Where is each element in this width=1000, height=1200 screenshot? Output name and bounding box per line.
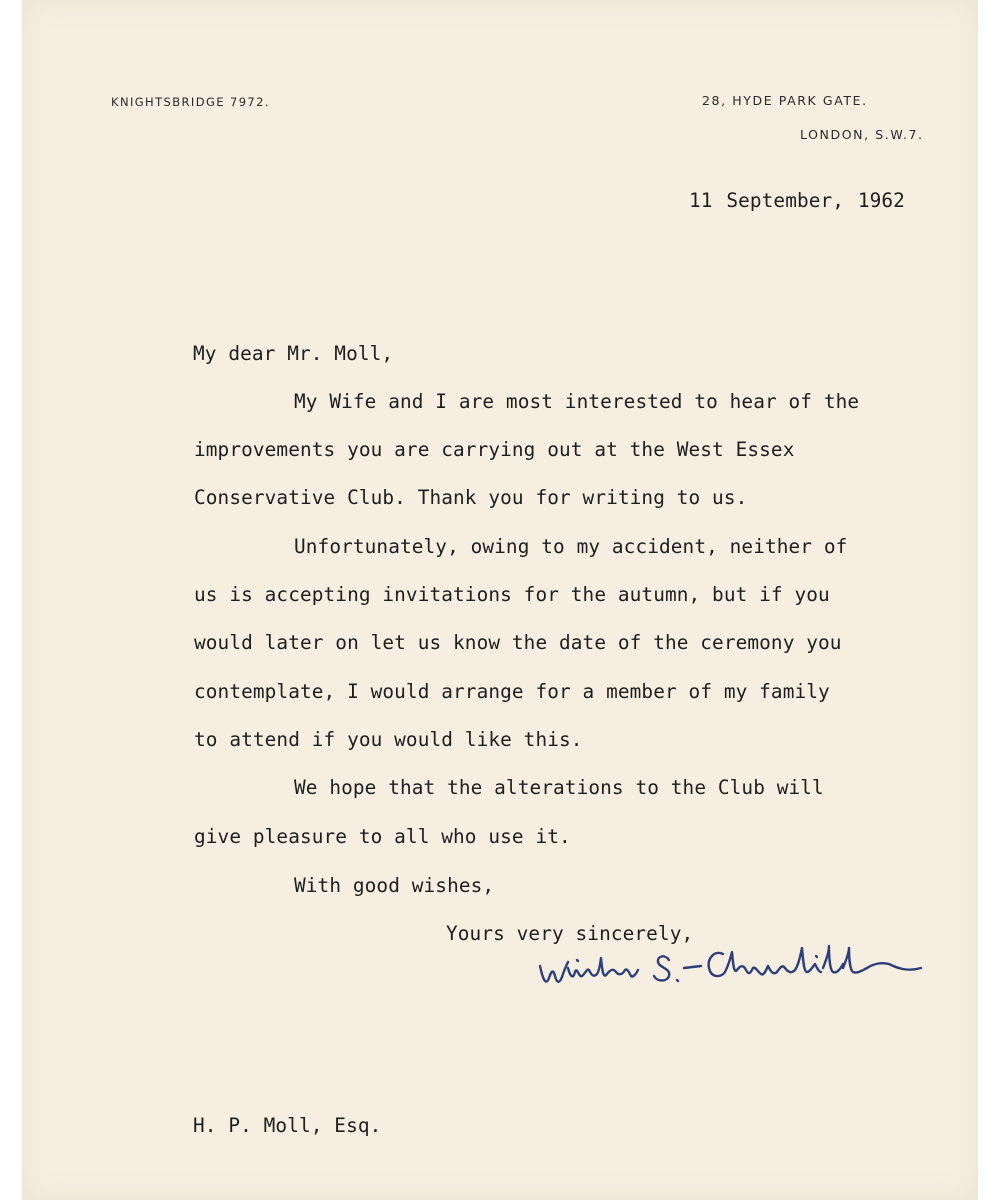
letter-date: 11 September, 1962 — [689, 189, 905, 212]
body-line: to attend if you would like this. — [194, 728, 583, 751]
closing-wishes: With good wishes, — [294, 874, 495, 897]
body-line: us is accepting invitations for the autumn, but if you — [194, 583, 830, 606]
body-line: give pleasure to all who use it. — [194, 825, 571, 848]
salutation: My dear Mr. Moll, — [193, 342, 394, 365]
body-line: Unfortunately, owing to my accident, neither of — [294, 535, 848, 558]
addressee: H. P. Moll, Esq. — [193, 1114, 382, 1137]
body-line: Conservative Club. Thank you for writing to us. — [194, 486, 748, 509]
letter-paper — [22, 0, 978, 1200]
body-line: contemplate, I would arrange for a member of my family — [194, 680, 830, 703]
handwritten-signature — [537, 928, 942, 1003]
letterhead-phone: KNIGHTSBRIDGE 7972. — [111, 95, 270, 109]
body-line: would later on let us know the date of the ceremony you — [194, 631, 842, 654]
body-line: My Wife and I are most interested to hear of the — [294, 390, 860, 413]
body-line: improvements you are carrying out at the West Essex — [194, 438, 795, 461]
letterhead-address-line1: 28, HYDE PARK GATE. — [702, 93, 868, 108]
closing-valediction: Yours very sincerely, — [446, 922, 694, 945]
letterhead-address-line2: LONDON, S.W.7. — [800, 127, 924, 142]
body-line: We hope that the alterations to the Club will — [294, 776, 824, 799]
